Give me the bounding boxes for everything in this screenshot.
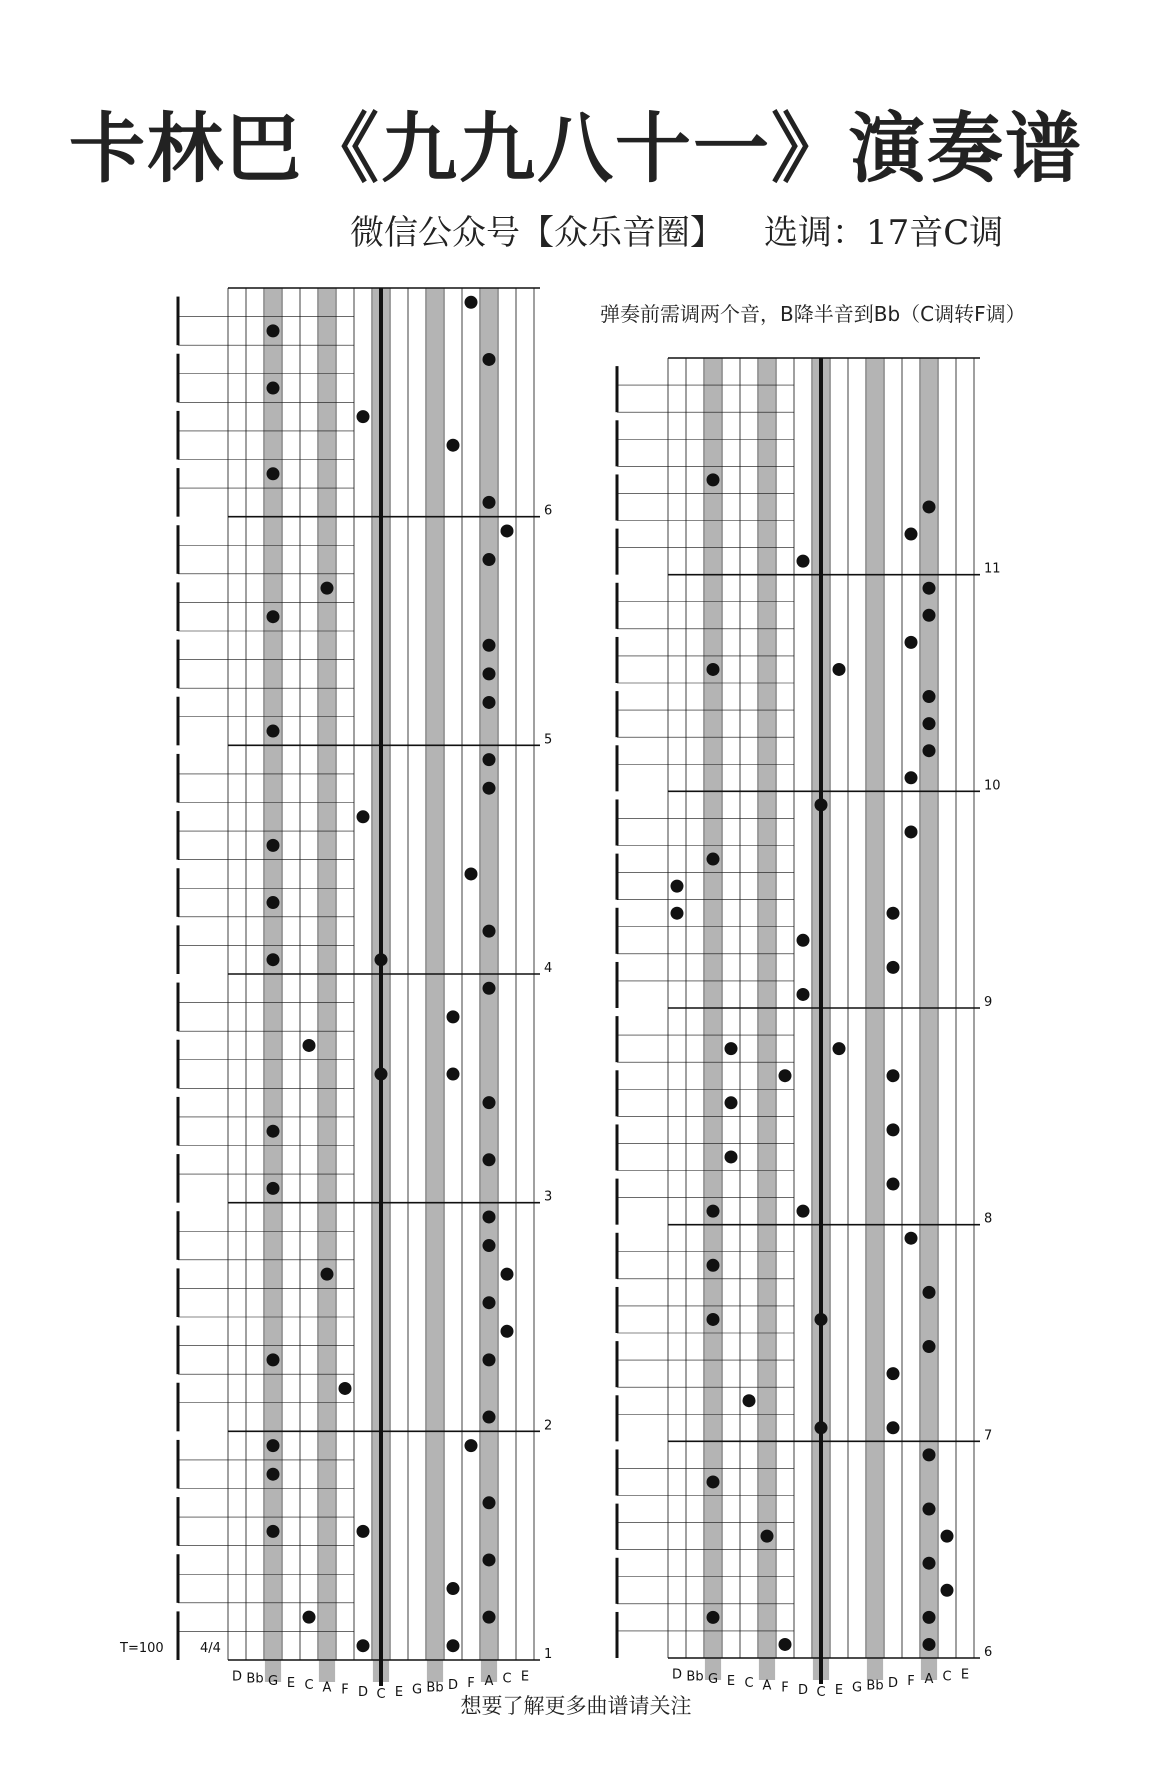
note-dot <box>447 1639 460 1652</box>
note-dot <box>905 528 918 541</box>
tine-label: F <box>341 1682 349 1698</box>
note-dot <box>483 1296 496 1309</box>
tine-label: E <box>960 1667 970 1683</box>
note-dot <box>725 1042 738 1055</box>
note-dot <box>707 663 720 676</box>
note-dot <box>923 744 936 757</box>
note-dot <box>923 500 936 513</box>
measure-number: 6 <box>984 1645 993 1660</box>
measure-number: 9 <box>984 995 993 1010</box>
note-dot <box>707 1205 720 1218</box>
note-dot <box>905 636 918 649</box>
note-dot <box>941 1584 954 1597</box>
note-dot <box>483 667 496 680</box>
tine-label: E <box>394 1684 404 1700</box>
note-dot <box>483 1096 496 1109</box>
note-dot <box>887 907 900 920</box>
tuning-note: 弹奏前需调两个音，B降半音到Bb（C调转F调） <box>600 302 1026 326</box>
note-dot <box>797 1205 810 1218</box>
note-dot <box>815 1313 828 1326</box>
measure-number: 8 <box>984 1211 993 1227</box>
measure-number: 6 <box>544 503 553 519</box>
note-dot <box>941 1530 954 1543</box>
tine-label: F <box>907 1674 915 1689</box>
note-dot <box>267 1182 280 1195</box>
note-dot <box>923 582 936 595</box>
note-dot <box>447 1582 460 1595</box>
tine-label: A <box>924 1671 934 1687</box>
note-dot <box>267 1125 280 1138</box>
note-dot <box>483 1153 496 1166</box>
note-dot <box>339 1382 352 1395</box>
note-dot <box>483 1353 496 1366</box>
note-dot <box>923 717 936 730</box>
note-dot <box>267 839 280 852</box>
note-dot <box>465 867 478 880</box>
note-dot <box>483 982 496 995</box>
shaded-tine <box>921 358 937 1680</box>
note-dot <box>725 1150 738 1163</box>
note-dot <box>357 1525 370 1538</box>
note-dot <box>923 1638 936 1651</box>
note-dot <box>923 1503 936 1516</box>
note-dot <box>375 1068 388 1081</box>
tine-label: D <box>887 1676 899 1692</box>
note-dot <box>267 382 280 395</box>
note-dot <box>501 1268 514 1281</box>
note-dot <box>267 467 280 480</box>
note-dot <box>797 555 810 568</box>
tine-label: A <box>484 1673 494 1689</box>
note-dot <box>483 1553 496 1566</box>
note-dot <box>267 324 280 337</box>
note-dot <box>923 609 936 622</box>
tine-label: D <box>357 1684 369 1700</box>
footer-text: 想要了解更多曲谱请关注 <box>460 1694 692 1718</box>
tine-label: F <box>467 1676 475 1691</box>
shaded-tine <box>867 358 883 1680</box>
note-dot <box>375 953 388 966</box>
note-dot <box>483 696 496 709</box>
shaded-tine <box>759 358 775 1680</box>
tine-label: F <box>781 1680 789 1696</box>
tine-label: C <box>744 1676 754 1692</box>
tine-label: D <box>447 1678 459 1694</box>
tine-label: C <box>376 1687 386 1702</box>
note-dot <box>779 1069 792 1082</box>
note-dot <box>267 1468 280 1481</box>
note-dot <box>887 961 900 974</box>
tine-label: G <box>267 1673 279 1689</box>
tine-label: D <box>231 1669 243 1685</box>
tine-label: Bb <box>246 1671 264 1687</box>
note-dot <box>447 1010 460 1023</box>
note-dot <box>483 1611 496 1624</box>
tempo-label: T=100 <box>120 1641 164 1656</box>
tine-label: Bb <box>866 1678 884 1694</box>
note-dot <box>267 1525 280 1538</box>
note-dot <box>905 771 918 784</box>
tine-label: E <box>726 1674 736 1689</box>
note-dot <box>447 1068 460 1081</box>
note-dot <box>707 1259 720 1272</box>
note-dot <box>267 1353 280 1366</box>
note-dot <box>321 582 334 595</box>
tine-label: D <box>671 1667 683 1683</box>
note-dot <box>887 1178 900 1191</box>
note-dot <box>887 1367 900 1380</box>
note-dot <box>483 1411 496 1424</box>
note-dot <box>483 1496 496 1509</box>
note-dot <box>743 1394 756 1407</box>
note-dot <box>483 639 496 652</box>
note-dot <box>707 1611 720 1624</box>
tine-label: C <box>942 1669 952 1685</box>
note-dot <box>267 953 280 966</box>
measure-number: 3 <box>544 1189 553 1205</box>
note-dot <box>923 1340 936 1353</box>
tine-label: G <box>707 1671 719 1687</box>
note-dot <box>725 1096 738 1109</box>
note-dot <box>797 934 810 947</box>
note-dot <box>779 1638 792 1651</box>
page-title: 卡林巴《九九八十一》演奏谱 <box>69 104 1083 193</box>
note-dot <box>887 1123 900 1136</box>
note-dot <box>797 988 810 1001</box>
note-dot <box>887 1069 900 1082</box>
tine-label: G <box>411 1682 423 1698</box>
note-dot <box>303 1611 316 1624</box>
note-dot <box>707 853 720 866</box>
note-dot <box>483 753 496 766</box>
note-dot <box>671 907 684 920</box>
tine-label: C <box>502 1671 512 1687</box>
note-dot <box>815 798 828 811</box>
note-dot <box>267 1439 280 1452</box>
note-dot <box>267 610 280 623</box>
note-dot <box>483 925 496 938</box>
tine-label: E <box>520 1669 530 1685</box>
tine-label: C <box>304 1678 314 1694</box>
measure-number: 10 <box>984 778 1001 794</box>
note-dot <box>707 1475 720 1488</box>
note-dot <box>357 410 370 423</box>
note-dot <box>303 1039 316 1052</box>
note-dot <box>887 1421 900 1434</box>
note-dot <box>923 1286 936 1299</box>
tine-label: A <box>322 1680 332 1696</box>
note-dot <box>357 810 370 823</box>
measure-number: 11 <box>984 561 1001 577</box>
note-dot <box>815 1421 828 1434</box>
note-dot <box>905 825 918 838</box>
note-dot <box>483 553 496 566</box>
note-dot <box>761 1530 774 1543</box>
note-dot <box>905 1232 918 1245</box>
account-label: 微信公众号【众乐音圈】 <box>350 213 724 253</box>
tine-label: A <box>762 1678 772 1694</box>
measure-number: 1 <box>544 1647 553 1662</box>
note-dot <box>465 1439 478 1452</box>
note-dot <box>501 1325 514 1338</box>
shaded-tine <box>319 288 335 1682</box>
tine-label: E <box>834 1682 844 1698</box>
measure-number: 4 <box>544 961 553 976</box>
tine-label: G <box>851 1680 863 1696</box>
note-dot <box>833 1042 846 1055</box>
note-dot <box>447 439 460 452</box>
note-dot <box>833 663 846 676</box>
note-dot <box>483 353 496 366</box>
tine-label: D <box>797 1682 809 1698</box>
note-dot <box>923 1557 936 1570</box>
tine-label: E <box>286 1676 296 1691</box>
shaded-tine <box>427 288 443 1682</box>
note-dot <box>923 690 936 703</box>
measure-number: 7 <box>984 1428 993 1444</box>
note-dot <box>707 1313 720 1326</box>
note-dot <box>465 296 478 309</box>
note-dot <box>501 524 514 537</box>
key-label: 选调：17音C调 <box>764 213 1004 253</box>
note-dot <box>671 880 684 893</box>
time-signature: 4/4 <box>200 1641 221 1656</box>
note-dot <box>707 473 720 486</box>
tine-label: C <box>816 1685 826 1700</box>
note-dot <box>321 1268 334 1281</box>
note-dot <box>267 725 280 738</box>
note-dot <box>483 496 496 509</box>
measure-number: 5 <box>544 732 553 748</box>
measure-number: 2 <box>544 1418 553 1434</box>
note-dot <box>483 1239 496 1252</box>
tine-label: Bb <box>426 1680 444 1696</box>
note-dot <box>923 1611 936 1624</box>
note-dot <box>923 1448 936 1461</box>
tine-label: Bb <box>686 1669 704 1685</box>
note-dot <box>483 782 496 795</box>
note-dot <box>267 896 280 909</box>
note-dot <box>357 1639 370 1652</box>
note-dot <box>483 1210 496 1223</box>
